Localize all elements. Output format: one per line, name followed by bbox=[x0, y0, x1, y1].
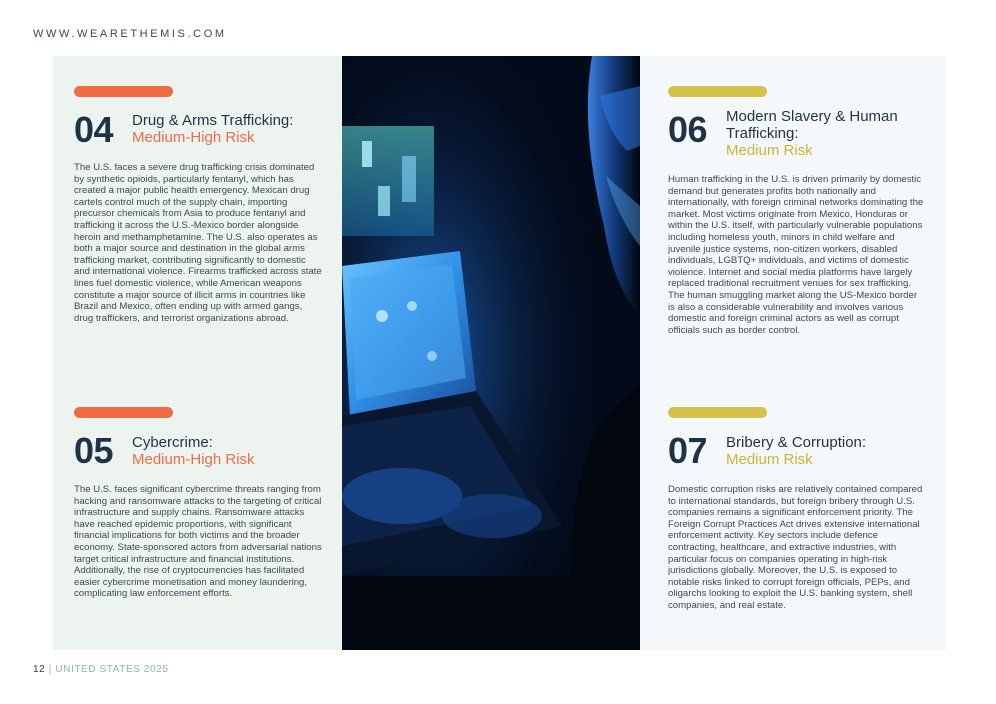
section-accent-bar bbox=[74, 407, 173, 418]
section-risk-rating: Medium Risk bbox=[726, 142, 813, 159]
section-number: 07 bbox=[668, 430, 708, 471]
section-accent-bar bbox=[668, 86, 767, 97]
section-accent-bar bbox=[668, 407, 767, 418]
section-title-text: Cybercrime: bbox=[132, 434, 213, 451]
section-title bbox=[132, 434, 332, 468]
site-url: WWW.WEARETHEMIS.COM bbox=[33, 28, 227, 40]
section-number: 06 bbox=[668, 109, 708, 150]
section-body-text: The U.S. faces a severe drug trafficking crisis dominated by synthetic opioids, particularly fentanyl, which has created a major public health emergency. Mexican drug cartels control much of the supply chain, importing precursor chemicals from Asia to produce fentanyl and trafficking it across the U.S.-Mexico border alongside heroin and methamphetamine. The U.S. also operates as both a major source and destination in the global arms trafficking market, contributing significantly to domestic and international violence. Firearms trafficked across state lines fuel domestic violence, while American weapons constitute a major source of illicit arms in countries like Brazil and Mexico, often ending up with armed gangs, drug traffickers, and terrorist organizations abroad. bbox=[74, 162, 324, 342]
section-body-text: Domestic corruption risks are relatively contained compared to international standards, but foreign bribery through U.S. companies remains a significant enforcement priority. The Foreign Corrupt Practices Act drives extensive international enforcement activity. Key sectors include defence contracting, healthcare, and extractive industries, with particular focus on companies operating in high-risk jurisdictions globally. Moreover, the U.S. is exposed to notable risks linked to corrupt foreign officials, PEPs, and oligarchs looking to exploit the U.S. banking system, shell companies, and real estate. bbox=[668, 484, 923, 611]
section-number: 04 bbox=[74, 109, 114, 150]
page-footer bbox=[33, 664, 169, 675]
page-number: 12 bbox=[33, 664, 46, 675]
section-title bbox=[132, 112, 332, 146]
section-accent-bar bbox=[74, 86, 173, 97]
section-title-text: Modern Slavery & Human Trafficking: bbox=[726, 108, 898, 142]
section-title-text: Bribery & Corruption: bbox=[726, 434, 867, 451]
section-risk-rating: Medium Risk bbox=[726, 451, 813, 468]
section-body-text: The U.S. faces significant cybercrime threats ranging from hacking and ransomware attacks to the targeting of critical infrastructure and supply chains. Ransomware attacks have reached epidemic proportions, with significant financial implications for both victims and the broader economy. State-sponsored actors from adversarial nations target critical infrastructure and financial institutions. Additionally, the rise of cryptocurrencies has facilitated easier cybercrime monetisation and money laundering, complicating law enforcement efforts. bbox=[74, 484, 322, 600]
hacker-photo-illustration bbox=[342, 56, 640, 650]
footer-separator: | bbox=[48, 664, 52, 675]
section-body-text: Human trafficking in the U.S. is driven primarily by domestic demand but generates profits both nationally and internationally, with foreign criminal networks dominating the market. Most victims originate from Mexico, Honduras or within the U.S. itself, with particularly vulnerable populations including homeless youth, minors in child welfare and juvenile justice systems, non-citizen workers, disabled individuals, LGBTQ+ individuals, and victims of domestic violence. Internet and social media platforms have largely replaced traditional recruitment venues for sex trafficking. The human smuggling market along the US-Mexico border is also a considerable vulnerability and involves various domestic and foreign criminal actors as well as corrupt officials such as border control. bbox=[668, 174, 924, 336]
hacker-photo bbox=[342, 56, 640, 650]
section-title-text: Drug & Arms Trafficking: bbox=[132, 112, 294, 129]
footer-label: UNITED STATES 2025 bbox=[55, 664, 169, 675]
section-number: 05 bbox=[74, 430, 114, 471]
section-risk-rating: Medium-High Risk bbox=[132, 129, 255, 146]
section-title bbox=[726, 434, 926, 468]
section-risk-rating: Medium-High Risk bbox=[132, 451, 255, 468]
section-title bbox=[726, 108, 926, 159]
